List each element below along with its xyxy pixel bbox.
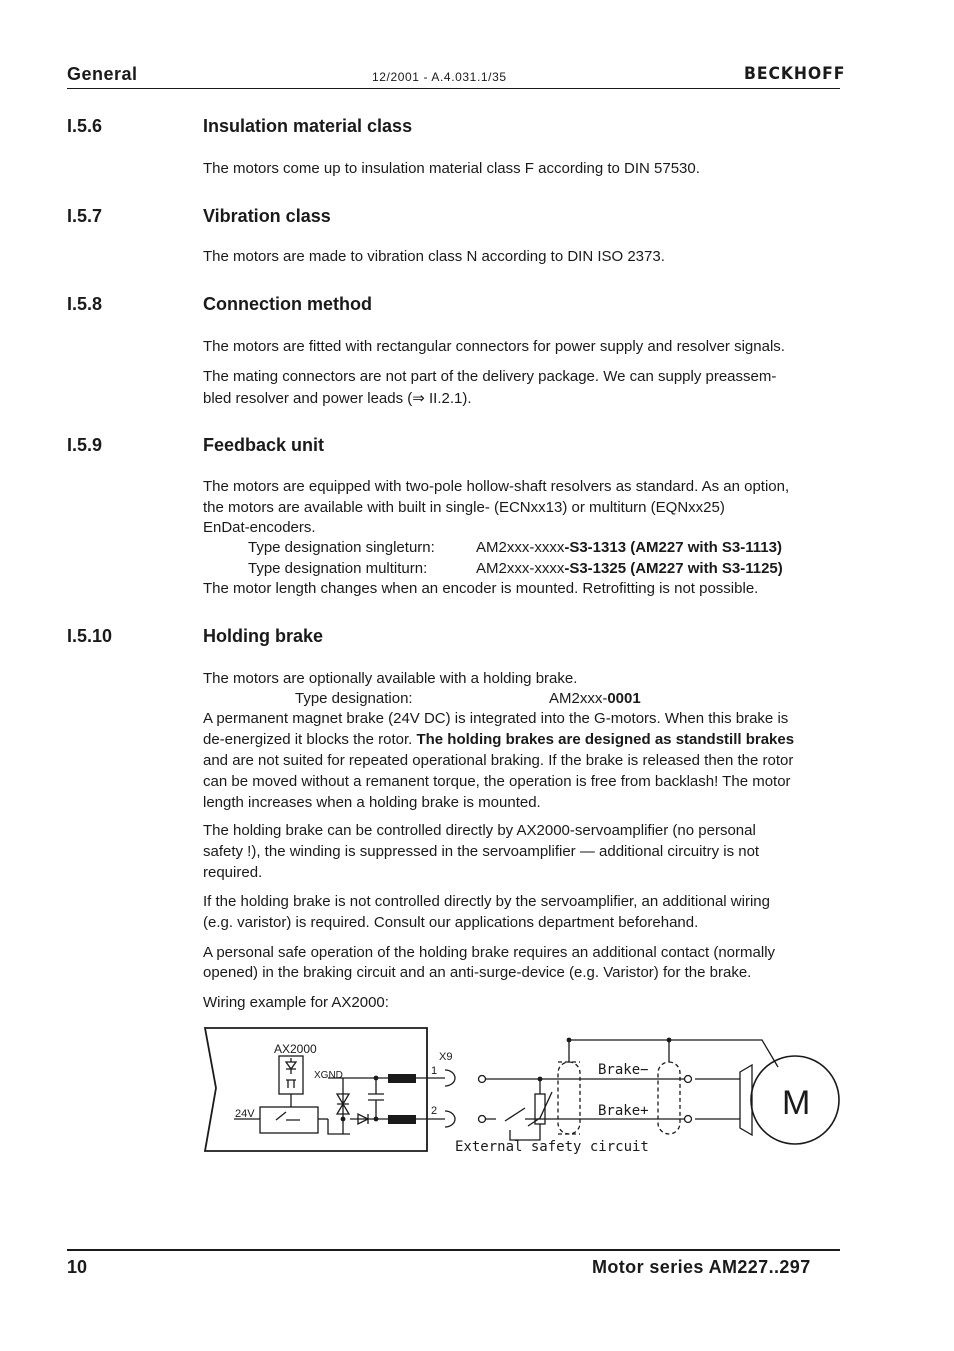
type-designation-value: AM2xxx-0001 <box>549 690 641 707</box>
paragraph-line: and are not suited for repeated operational braking. If the brake is released then the rotor <box>203 752 794 769</box>
paragraph-line: required. <box>203 864 263 881</box>
paragraph-line: length increases when a holding brake is mounted. <box>203 794 541 811</box>
paragraph-line: The motors are equipped with two-pole hollow-shaft resolvers as standard. As an option, <box>203 478 790 495</box>
external-safety-circuit-label: External safety circuit <box>455 1139 649 1155</box>
paragraph-line: opened) in the braking circuit and an anti-surge-device (e.g. Varistor) for the brake. <box>203 964 752 981</box>
brake-minus-label: Brake− <box>598 1062 649 1078</box>
x9-label: X9 <box>439 1051 453 1063</box>
singleturn-designation: AM2xxx-xxxx-S3-1313 (AM227 with S3-1113) <box>476 539 782 556</box>
page-number: 10 <box>67 1257 88 1277</box>
header-doc-code: 12/2001 - A.4.031.1/35 <box>372 70 507 84</box>
multiturn-designation: AM2xxx-xxxx-S3-1325 (AM227 with S3-1125) <box>476 560 783 577</box>
section-title: Feedback unit <box>203 435 325 455</box>
section-number: I.5.7 <box>67 206 103 226</box>
footer-series-title: Motor series AM227..297 <box>592 1257 811 1277</box>
paragraph: The motor length changes when an encoder is mounted. Retrofitting is not possible. <box>203 580 759 597</box>
paragraph-line: A personal safe operation of the holding brake requires an additional contact (normally <box>203 944 776 961</box>
header-rule <box>67 88 840 89</box>
section-number: I.5.6 <box>67 116 103 136</box>
paragraph-line: (e.g. varistor) is required. Consult our applications department beforehand. <box>203 914 699 931</box>
paragraph-line: the motors are available with built in single- (ECNxx13) or multiturn (EQNxx25) <box>203 499 725 516</box>
paragraph-line: The holding brake can be controlled directly by AX2000-servoamplifier (no personal <box>203 822 756 839</box>
singleturn-label: Type designation singleturn: <box>248 539 435 556</box>
paragraph-line: de-energized it blocks the rotor. The holding brakes are designed as standstill brakes <box>203 731 795 748</box>
paragraph-line: safety !), the winding is suppressed in the servoamplifier — additional circuitry is not <box>203 843 760 860</box>
motor-label: M <box>782 1084 811 1122</box>
section-title: Insulation material class <box>203 116 413 136</box>
multiturn-label: Type designation multiturn: <box>248 560 428 577</box>
paragraph: The motors are fitted with rectangular connectors for power supply and resolver signals. <box>203 338 785 355</box>
pin-1-label: 1 <box>431 1065 438 1077</box>
v24-label: 24V <box>235 1108 255 1120</box>
paragraph: Wiring example for AX2000: <box>203 994 389 1011</box>
paragraph-line: A permanent magnet brake (24V DC) is integrated into the G-motors. When this brake is <box>203 710 789 727</box>
section-title: Connection method <box>203 294 372 314</box>
pin-2-label: 2 <box>431 1105 438 1117</box>
section-number: I.5.9 <box>67 435 103 455</box>
section-title: Vibration class <box>203 206 331 226</box>
paragraph-line: bled resolver and power leads (⇒ II.2.1). <box>203 390 472 407</box>
section-title: Holding brake <box>203 626 324 646</box>
wiring-diagram <box>200 1022 845 1157</box>
paragraph-line: EnDat-encoders. <box>203 519 316 536</box>
brake-plus-label: Brake+ <box>598 1103 649 1119</box>
section-number: I.5.8 <box>67 294 103 314</box>
brand-logo: BECKHOFF <box>744 64 846 84</box>
ax2000-label: AX2000 <box>274 1042 317 1056</box>
footer-rule <box>67 1249 840 1251</box>
paragraph: The motors are made to vibration class N according to DIN ISO 2373. <box>203 248 665 265</box>
header-section-title: General <box>67 64 138 84</box>
paragraph-line: The mating connectors are not part of the delivery package. We can supply preassem- <box>203 368 777 385</box>
paragraph: The motors are optionally available with a holding brake. <box>203 670 578 687</box>
type-designation-label: Type designation: <box>295 690 413 707</box>
paragraph-line: If the holding brake is not controlled directly by the servoamplifier, an additional wiring <box>203 893 770 910</box>
paragraph: The motors come up to insulation material class F according to DIN 57530. <box>203 160 700 177</box>
section-number: I.5.10 <box>67 626 113 646</box>
paragraph-line: can be moved without a remanent torque, the operation is free from backlash! The motor <box>203 773 791 790</box>
xgnd-label: XGND <box>314 1070 343 1081</box>
